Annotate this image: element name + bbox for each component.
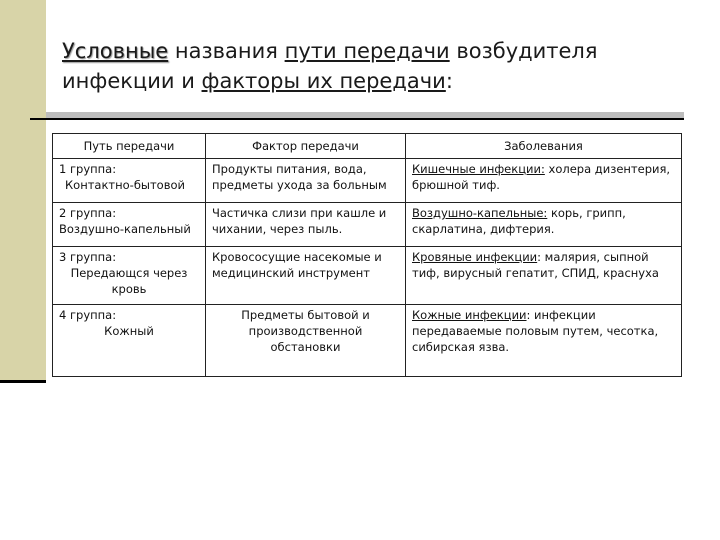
table-header-row	[53, 134, 682, 159]
route-cell	[53, 203, 206, 247]
title-part: названия	[168, 39, 285, 63]
table-row	[53, 159, 682, 203]
table-row	[53, 247, 682, 305]
group-label: 4 группа:	[59, 308, 117, 322]
title-part: возбудителя	[449, 39, 598, 63]
title-part: пути передачи	[284, 39, 450, 63]
route-name: Воздушно-капельный	[59, 222, 191, 236]
title-part: :	[445, 69, 453, 93]
disease-list: : малярия, сыпной тиф, вирусный гепатит, СПИД, краснуха	[412, 250, 659, 280]
disease-cell	[406, 247, 682, 305]
column-header: Фактор передачи	[206, 134, 406, 159]
table-row	[53, 305, 682, 377]
factor-cell: Кровососущие насекомые и медицинский инструмент	[206, 247, 406, 305]
disease-list: : инфекции передаваемые половым путем, чесотка, сибирская язва.	[412, 308, 659, 354]
route-cell	[53, 305, 206, 377]
column-header: Путь передачи	[53, 134, 206, 159]
decorative-divider	[0, 380, 46, 383]
title-part: Условные	[62, 39, 169, 63]
disease-category: Кровяные инфекции	[412, 250, 538, 264]
route-name: Кожный	[104, 324, 154, 338]
title-part: инфекции и	[62, 69, 202, 93]
route-cell	[53, 247, 206, 305]
disease-cell	[406, 203, 682, 247]
disease-cell	[406, 159, 682, 203]
disease-list: корь, грипп, скарлатина, дифтерия.	[412, 206, 626, 236]
route-cell	[53, 159, 206, 203]
group-label: 2 группа:	[59, 206, 117, 220]
factor-cell: Продукты питания, вода, предметы ухода за больным	[206, 159, 406, 203]
slide-title	[62, 36, 702, 96]
disease-list: холера дизентерия, брюшной тиф.	[412, 162, 671, 192]
column-header: Заболевания	[406, 134, 682, 159]
factor-cell: Частичка слизи при кашле и чихании, через пыль.	[206, 203, 406, 247]
group-label: 3 группа:	[59, 250, 117, 264]
disease-cell	[406, 305, 682, 377]
disease-category: Кожные инфекции	[412, 308, 527, 322]
title-rule	[30, 118, 684, 120]
transmission-table	[52, 133, 682, 377]
disease-category: Воздушно-капельные:	[412, 206, 548, 220]
table-row	[53, 203, 682, 247]
factor-cell: Предметы бытовой и производственной обстановки	[206, 305, 406, 377]
route-name: Передающся через кровь	[70, 266, 188, 296]
title-part: факторы их передачи	[201, 69, 446, 93]
disease-category: Кишечные инфекции:	[412, 162, 545, 176]
left-decorative-bar	[0, 0, 46, 380]
route-name: Контактно-бытовой	[65, 178, 186, 192]
group-label: 1 группа:	[59, 162, 117, 176]
